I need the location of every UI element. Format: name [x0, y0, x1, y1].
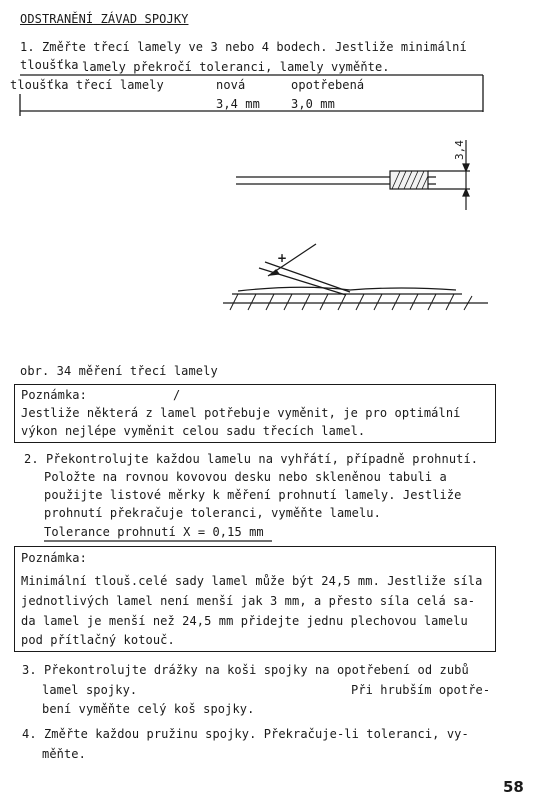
step4-line2: měňte.	[42, 747, 86, 761]
step2-tolerance: Tolerance prohnutí X = 0,15 mm	[44, 525, 264, 539]
step3-line3: bení vyměňte celý koš spojky.	[42, 702, 255, 716]
figure-caption: obr. 34 měření třecí lamely	[20, 364, 218, 378]
step1-line1: 1. Změřte třecí lamely ve 3 nebo 4 bodech. Jestliže minimální	[20, 40, 467, 54]
note2-line2: jednotlivých lamel není menší jak 3 mm, a přesto síla celá sa-	[21, 594, 476, 608]
note1-line2: výkon nejlépe vyměnit celou sadu třecích lamel.	[21, 424, 366, 438]
step3-line1: 3. Překontrolujte drážky na koši spojky na opotřebení od zubů	[22, 663, 469, 677]
note2-line3: da lamel je menší než 24,5 mm přidejte jednu plechovou lamelu	[21, 614, 468, 628]
step3-line2b: Při hrubším opotře-	[351, 683, 491, 697]
step1-line2a: tloušťka	[20, 58, 79, 72]
step2-line2: Položte na rovnou kovovou desku nebo skleněnou tabuli a	[44, 470, 447, 484]
page-title: ODSTRANĚNÍ ZÁVAD SPOJKY	[20, 12, 189, 26]
note1-line1: Jestliže některá z lamel potřebuje vyměnit, je pro optimální	[21, 406, 461, 420]
note1-heading: Poznámka:	[21, 388, 87, 402]
lamella-section-drawing	[236, 140, 470, 210]
table-col-worn: opotřebená	[291, 78, 365, 92]
step1-line2b: lamely překročí toleranci, lamely vyměňte.	[82, 60, 390, 74]
step2-line4: prohnutí překračuje toleranci, vyměňte lamelu.	[44, 506, 381, 520]
table-val-worn: 3,0 mm	[291, 97, 335, 111]
step2-line3: použijte listové měrky k měření prohnutí lamely. Jestliže	[44, 488, 462, 502]
table-val-new: 3,4 mm	[216, 97, 260, 111]
plus-sign: +	[277, 251, 288, 265]
note2-line1: Minimální tlouš.celé sady lamel může být 24,5 mm. Jestliže síla	[21, 574, 483, 588]
note2-heading: Poznámka:	[21, 551, 87, 565]
table-rules	[20, 75, 483, 116]
note2-line4: pod přítlačný kotouč.	[21, 633, 175, 647]
table-header-label: tloušťka třecí lamely	[10, 78, 164, 92]
feeler-gauge-drawing	[223, 244, 488, 303]
step4-line1: 4. Změřte každou pružinu spojky. Překračuje-li toleranci, vy-	[22, 727, 469, 741]
step3-line2a: lamel spojky.	[42, 683, 138, 697]
step2-line1: 2. Překontrolujte každou lamelu na vyhřátí, případně prohnutí.	[24, 452, 479, 466]
note1-mark: /	[173, 388, 181, 402]
base-hatching	[230, 294, 472, 310]
page-number: 58	[503, 778, 524, 796]
dimension-label: 3,4	[453, 140, 466, 160]
table-col-new: nová	[216, 78, 246, 92]
